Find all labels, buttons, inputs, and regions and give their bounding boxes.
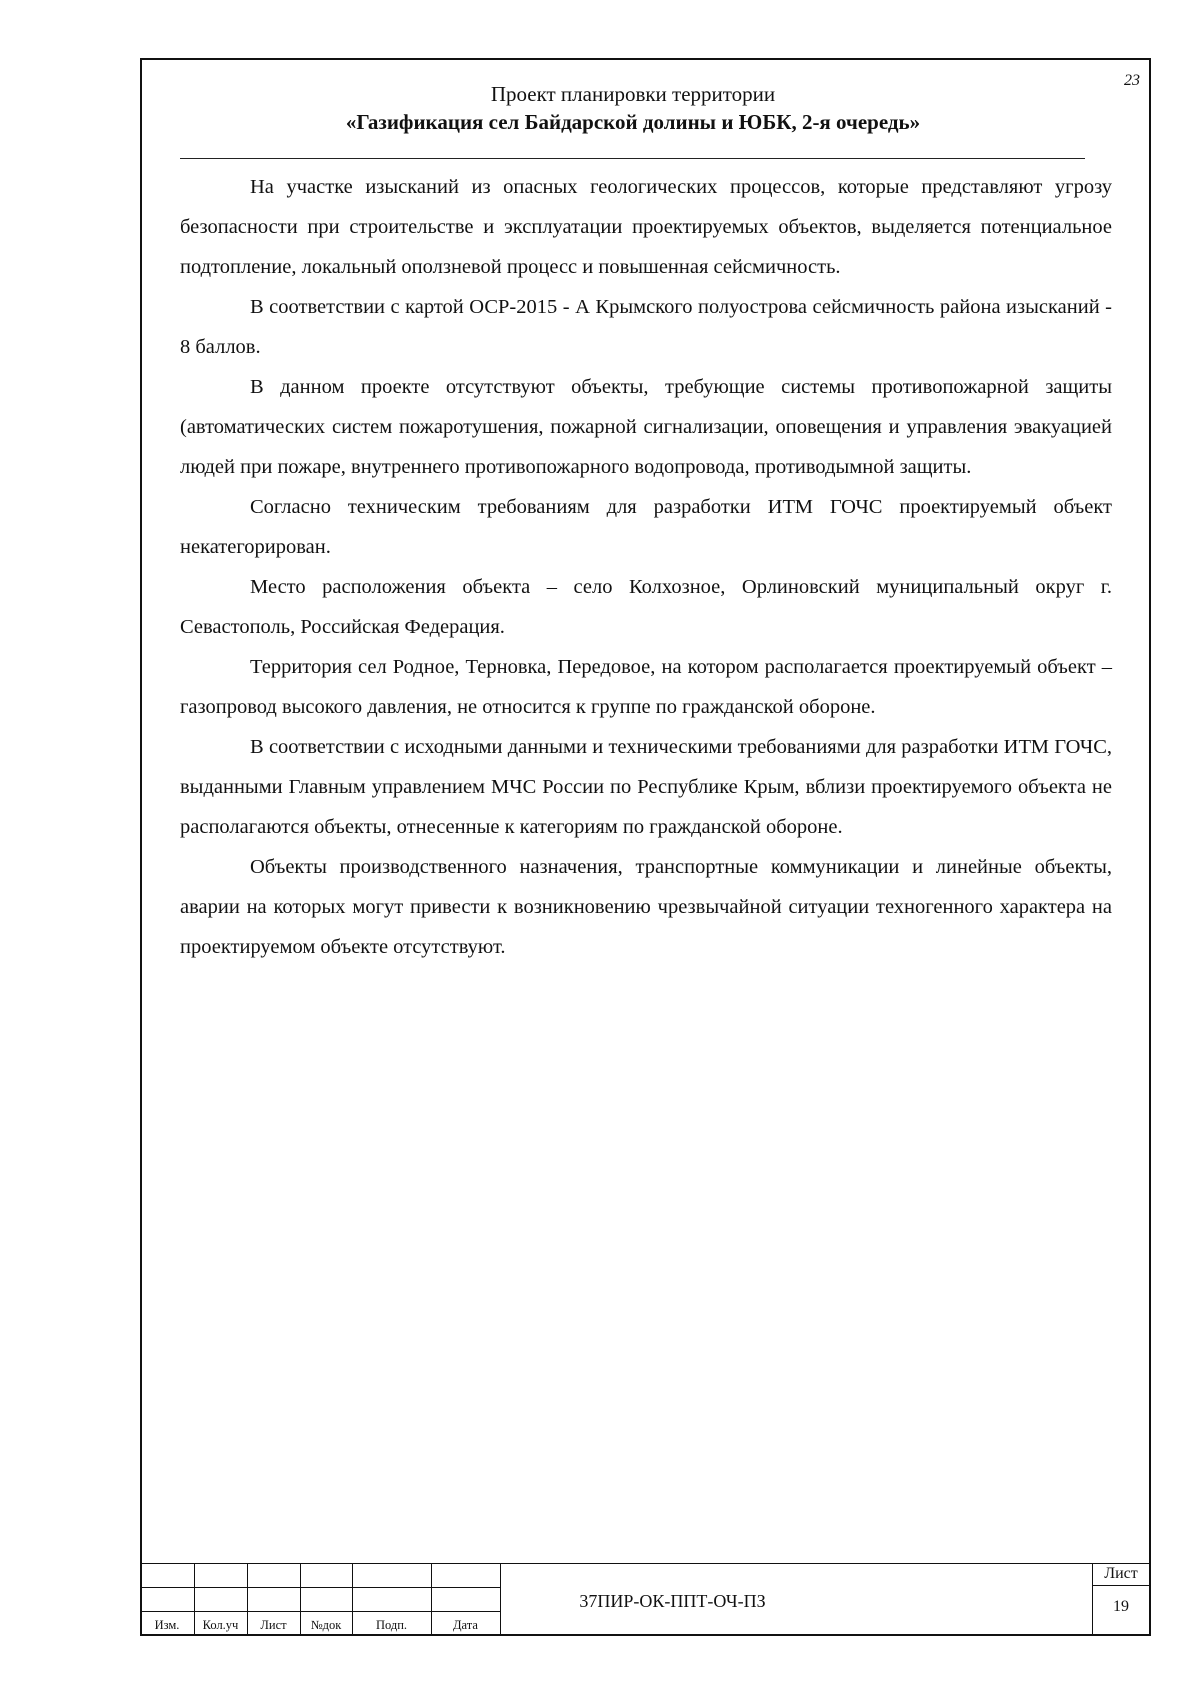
column-label-change: Изм. (154, 1618, 180, 1632)
paragraph: В соответствии с исходными данными и техническими требованиями для разработки ИТМ ГОЧС, выданными Главным управлением МЧС России по Республике Крым, вблизи проектируемого объекта не располагаются объекты, отнесенные к категориям по гражданской обороне. (180, 736, 1112, 838)
body-text (180, 167, 1112, 967)
header-line-1: Проект планировки территории (490, 82, 776, 106)
sheet-number: 19 (1113, 1598, 1129, 1615)
paragraph: Место расположения объекта – село Колхозное, Орлиновский муниципальный округ г. Севастополь, Российская Федерация. (180, 576, 1112, 638)
title-block (140, 1563, 1151, 1636)
page-number: 23 (1124, 72, 1140, 89)
sheet-label: Лист (1104, 1565, 1138, 1582)
title-block-top-line (140, 1563, 1151, 1564)
paragraph: Согласно техническим требованиям для разработки ИТМ ГОЧС проектируемый объект некатегорирован. (180, 496, 1112, 558)
document-header (178, 80, 1088, 136)
column-label-date: Дата (453, 1618, 478, 1632)
paragraph: На участке изысканий из опасных геологических процессов, которые представляют угрозу безопасности при строительстве и эксплуатации проектируемых объектов, выделяется потенциальное подтопление, локальный оползневой процесс и повышенная сейсмичность. (180, 176, 1112, 278)
header-line-2: «Газификация сел Байдарской долины и ЮБК, 2-я очередь» (345, 110, 921, 134)
column-label-signature: Подп. (375, 1618, 408, 1632)
column-label-sheet: Лист (260, 1618, 287, 1632)
paragraph: В данном проекте отсутствуют объекты, требующие системы противопожарной защиты (автоматических систем пожаротушения, пожарной сигнализации, оповещения и управления эвакуацией людей при пожаре, внутреннего противопожарного водопровода, противодымной защиты. (180, 376, 1112, 478)
paragraph: В соответствии с картой ОСР-2015 - А Крымского полуострова сейсмичность района изысканий - 8 баллов. (180, 296, 1112, 358)
column-label-quantity: Кол.уч (202, 1618, 239, 1632)
paragraph: Территория сел Родное, Терновка, Передовое, на котором располагается проектируемый объект – газопровод высокого давления, не относится к группе по гражданской обороне. (180, 656, 1112, 718)
header-rule (180, 158, 1085, 159)
paragraph: Объекты производственного назначения, транспортные коммуникации и линейные объекты, аварии на которых могут привести к возникновению чрезвычайной ситуации техногенного характера на проектируемом объекте отсутствуют. (180, 856, 1112, 958)
document-code: 37ПИР-ОК-ППТ-ОЧ-ПЗ (579, 1591, 766, 1611)
column-label-doc-number: №док (310, 1618, 342, 1632)
sheet-box-line (1092, 1585, 1151, 1586)
